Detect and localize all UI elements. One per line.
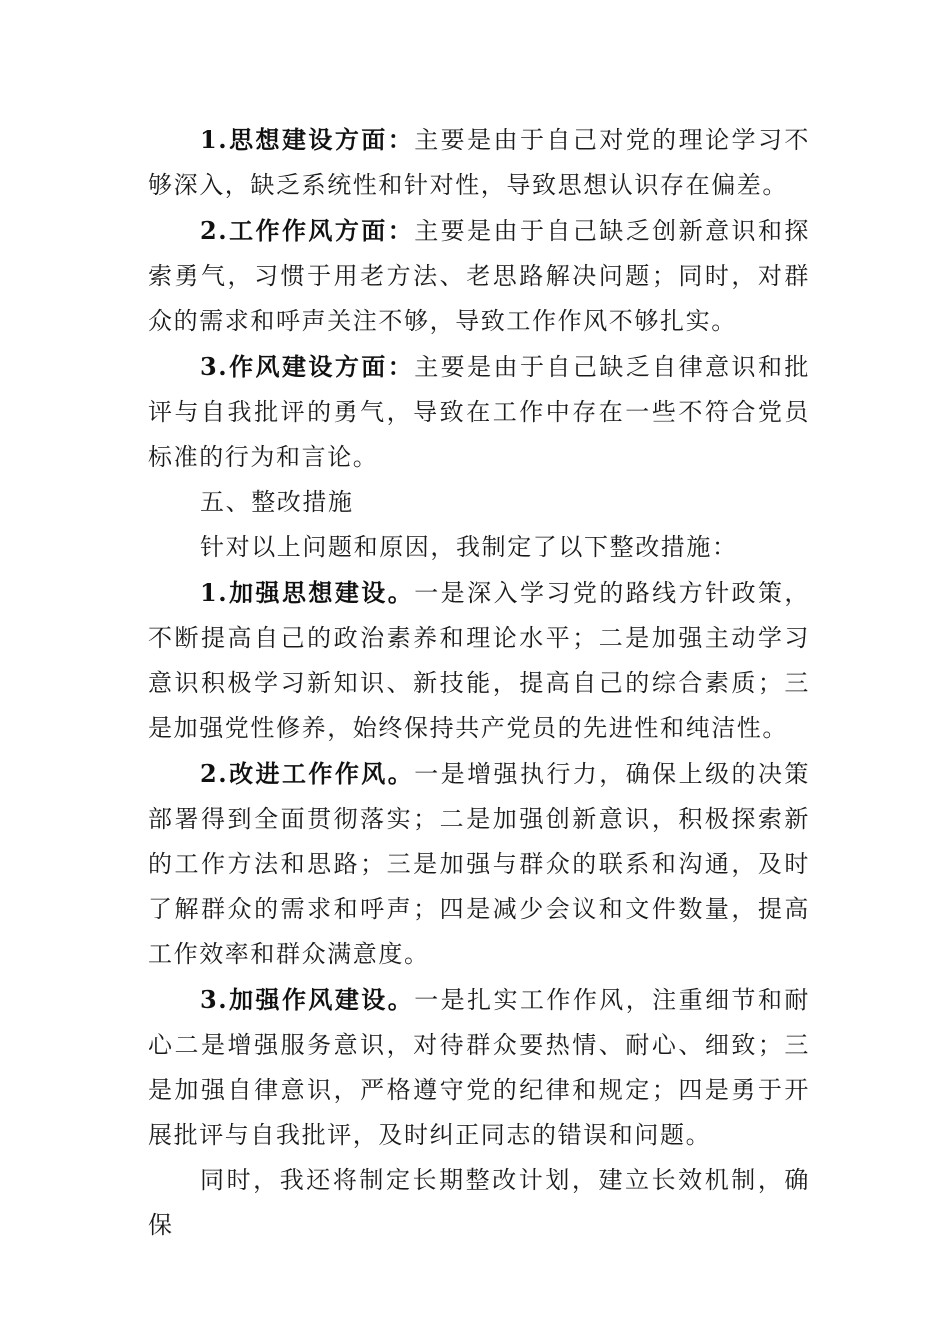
paragraph-conduct-cause [148,344,810,480]
section-heading [148,480,810,525]
paragraph-text: 主要是由于自己缺乏自律意识和批评与自我批评的勇气，导致在工作中存在一些不符合党员标准的行为和言论。 [148,353,810,471]
paragraph-lead: 1.加强思想建设。 [200,578,415,607]
paragraph-text: 针对以上问题和原因，我制定了以下整改措施： [200,533,738,561]
paragraph-text: 同时，我还将制定长期整改计划，建立长效机制，确保 [148,1166,810,1239]
paragraph-text: 一是扎实工作作风，注重细节和耐心二是增强服务意识，对待群众要热情、耐心、细致；三是加强自律意识，严格遵守党的纪律和规定；四是勇于开展批评与自我批评，及时纠正同志的错误和问题。 [148,986,810,1149]
paragraph-text: 主要是由于自己缺乏创新意识和探索勇气，习惯于用老方法、老思路解决问题；同时，对群众的需求和呼声关注不够，导致工作作风不够扎实。 [148,217,810,335]
paragraph-measure-conduct [148,977,810,1158]
paragraph-closing [148,1158,810,1248]
paragraph-lead: 3.加强作风建设。 [200,985,415,1014]
paragraph-ideology-cause [148,117,810,208]
paragraph-intro [148,525,810,570]
paragraph-text: 一是深入学习党的路线方针政策，不断提高自己的政治素养和理论水平；二是加强主动学习意识积极学习新知识、新技能，提高自己的综合素质；三是加强党性修养，始终保持共产党员的先进性和纯洁性。 [148,579,810,742]
paragraph-work-style-cause [148,208,810,344]
paragraph-measure-ideology [148,570,810,751]
document-body [148,117,810,1248]
section-heading-text: 五、整改措施 [200,488,354,516]
paragraph-text: 主要是由于自己对党的理论学习不够深入，缺乏系统性和针对性，导致思想认识存在偏差。 [148,126,810,199]
paragraph-text: 一是增强执行力，确保上级的决策部署得到全面贯彻落实；二是加强创新意识，积极探索新的工作方法和思路；三是加强与群众的联系和沟通，及时了解群众的需求和呼声；四是减少会议和文件数量，提高工作效率和群众满意度。 [148,760,810,968]
paragraph-measure-work-style [148,751,810,977]
paragraph-lead: 2.工作作风方面： [200,216,415,245]
paragraph-lead: 2.改进工作作风。 [200,759,415,788]
paragraph-lead: 3.作风建设方面： [200,352,415,381]
paragraph-lead: 1.思想建设方面： [200,125,415,154]
